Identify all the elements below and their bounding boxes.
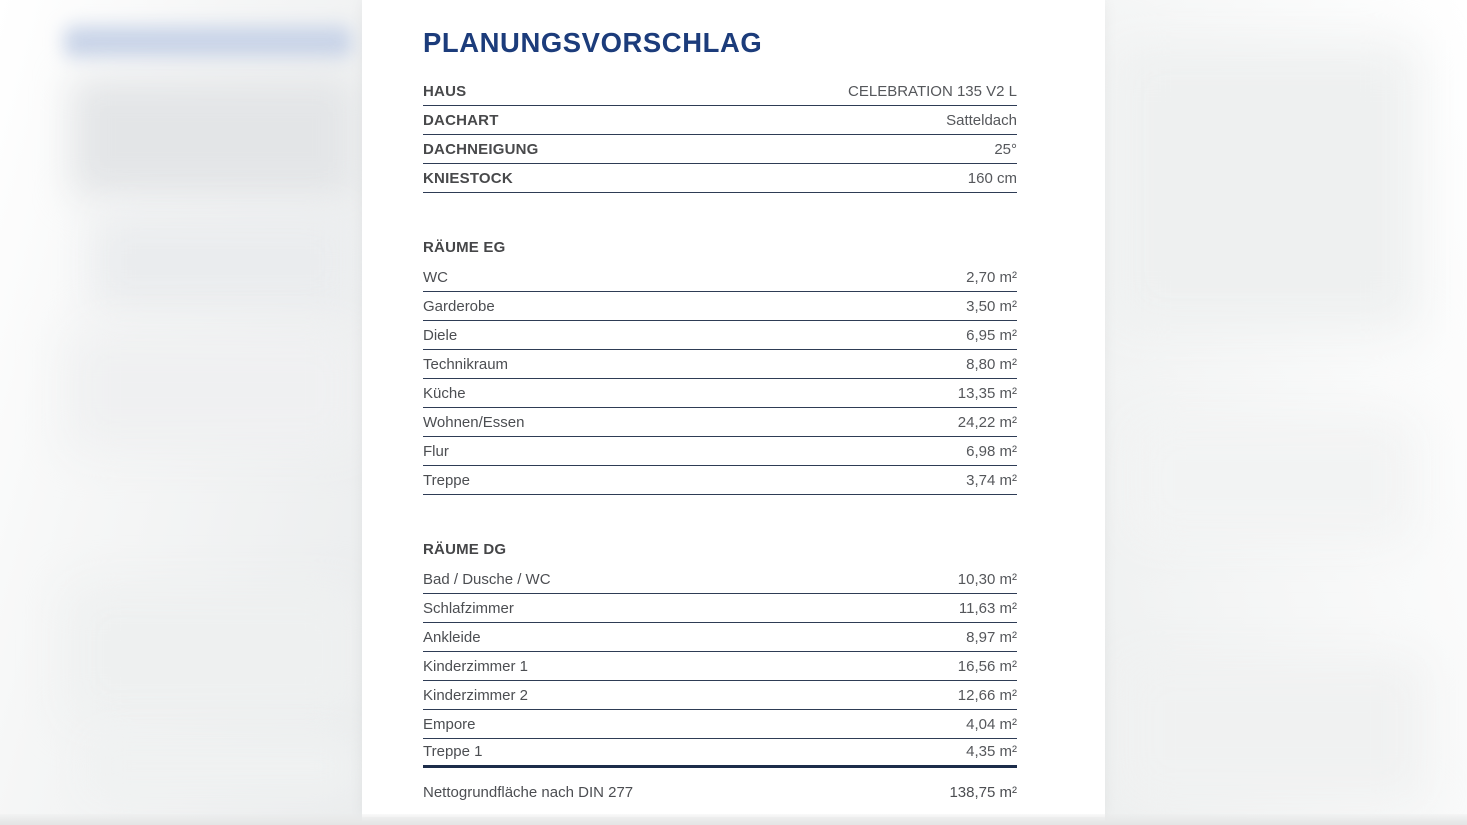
room-label: Flur	[423, 443, 449, 460]
section-heading: RÄUME DG	[423, 541, 507, 558]
room-area: 10,30 m²	[957, 571, 1017, 588]
total-value: 138,75 m²	[949, 784, 1017, 801]
spec-value: CELEBRATION 135 V2 L	[848, 83, 1017, 100]
blurred-content-blob	[68, 330, 358, 450]
room-label: Garderobe	[423, 298, 495, 315]
room-area: 3,74 m²	[966, 472, 1017, 489]
room-label: Bad / Dusche / WC	[423, 571, 551, 588]
room-label: Ankleide	[423, 629, 481, 646]
blurred-content-blob	[72, 78, 356, 196]
room-area: 24,22 m²	[957, 414, 1017, 431]
room-row	[423, 565, 1017, 594]
bottom-edge-strip	[0, 814, 1467, 825]
spec-label: DACHART	[423, 112, 499, 129]
spec-value: 160 cm	[967, 170, 1017, 187]
blurred-content-blob	[68, 588, 358, 720]
background-blur-left	[0, 0, 362, 825]
room-area: 6,95 m²	[966, 327, 1017, 344]
room-row	[423, 321, 1017, 350]
room-row	[423, 408, 1017, 437]
room-row	[423, 710, 1017, 739]
planning-proposal-page	[362, 0, 1105, 817]
room-label: Kinderzimmer 1	[423, 658, 529, 675]
room-label: Küche	[423, 385, 466, 402]
room-area: 4,35 m²	[966, 743, 1017, 760]
section-heading: RÄUME EG	[423, 239, 506, 256]
spec-row	[423, 164, 1017, 193]
blurred-content-blob	[92, 214, 354, 310]
room-row	[423, 350, 1017, 379]
room-label: Wohnen/Essen	[423, 414, 525, 431]
room-row	[423, 739, 1017, 768]
background-blur-right	[1105, 0, 1467, 825]
spec-label: DACHNEIGUNG	[423, 141, 539, 158]
room-label: Treppe	[423, 472, 470, 489]
room-label: Kinderzimmer 2	[423, 687, 529, 704]
room-area: 4,04 m²	[966, 716, 1017, 733]
total-label: Nettogrundfläche nach DIN 277	[423, 784, 634, 801]
section-rooms-upper-floor	[423, 541, 1017, 768]
room-row	[423, 263, 1017, 292]
room-area: 8,80 m²	[966, 356, 1017, 373]
room-row	[423, 292, 1017, 321]
room-area: 6,98 m²	[966, 443, 1017, 460]
room-row	[423, 681, 1017, 710]
spec-value: Satteldach	[946, 112, 1017, 129]
room-label: WC	[423, 269, 448, 286]
house-spec-table	[423, 77, 1017, 193]
spec-row	[423, 77, 1017, 106]
room-area: 11,63 m²	[958, 600, 1017, 617]
room-area: 8,97 m²	[966, 629, 1017, 646]
section-rooms-ground-floor	[423, 239, 1017, 495]
room-area: 16,56 m²	[957, 658, 1017, 675]
room-label: Diele	[423, 327, 458, 344]
blurred-content-blob	[1123, 660, 1423, 800]
room-row	[423, 652, 1017, 681]
page-title: PLANUNGSVORSCHLAG	[423, 27, 763, 58]
room-row	[423, 379, 1017, 408]
room-row	[423, 437, 1017, 466]
room-label: Empore	[423, 716, 476, 733]
room-area: 13,35 m²	[957, 385, 1017, 402]
spec-value: 25°	[994, 141, 1017, 158]
net-floor-area-total	[423, 784, 1017, 801]
room-area: 2,70 m²	[966, 269, 1017, 286]
room-label: Treppe 1	[423, 743, 483, 760]
spec-label: HAUS	[423, 83, 467, 100]
spec-row	[423, 106, 1017, 135]
room-label: Technikraum	[423, 356, 509, 373]
blurred-content-blob	[1113, 44, 1418, 329]
spec-row	[423, 135, 1017, 164]
blurred-content-blob	[1133, 420, 1413, 540]
room-row	[423, 623, 1017, 652]
room-area: 3,50 m²	[966, 298, 1017, 315]
spec-label: KNIESTOCK	[423, 170, 513, 187]
room-area: 12,66 m²	[957, 687, 1017, 704]
room-row	[423, 466, 1017, 495]
room-row	[423, 594, 1017, 623]
room-label: Schlafzimmer	[423, 600, 514, 617]
blurred-title-band	[64, 26, 352, 58]
blurred-content-blob	[88, 736, 358, 796]
